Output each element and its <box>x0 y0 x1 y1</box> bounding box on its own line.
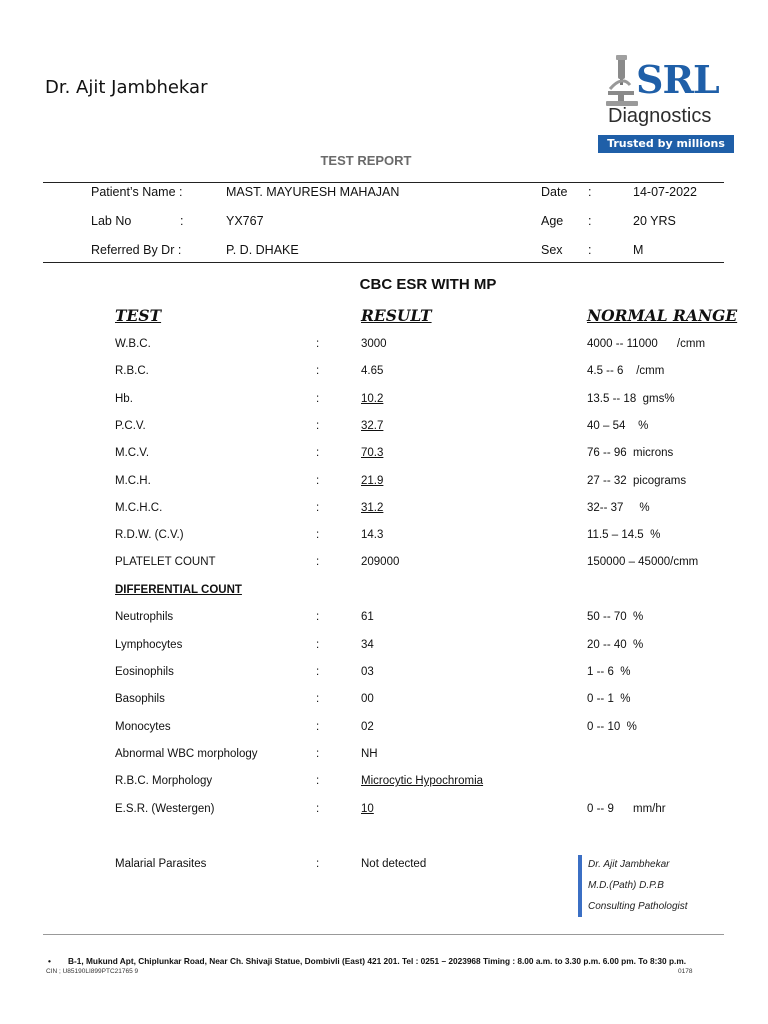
test-name: E.S.R. (Westergen) <box>115 803 215 815</box>
sex-colon: : <box>588 243 592 257</box>
test-result: 32.7 <box>361 420 384 432</box>
normal-range: 32-- 37 % <box>587 502 650 514</box>
normal-range: 4.5 -- 6 /cmm <box>587 365 665 377</box>
table-row <box>0 502 768 522</box>
test-name: W.B.C. <box>115 338 151 350</box>
logo-brand: SRL <box>636 57 719 102</box>
table-row <box>0 475 768 495</box>
table-row <box>0 639 768 659</box>
test-result: 3000 <box>361 338 387 350</box>
test-name: Eosinophils <box>115 666 174 678</box>
table-row <box>0 365 768 385</box>
test-name: R.B.C. Morphology <box>115 775 213 787</box>
column-header-test: TEST <box>115 306 162 325</box>
test-name: PLATELET COUNT <box>115 556 216 568</box>
date-label: Date <box>541 185 568 199</box>
table-row <box>0 420 768 440</box>
test-result: 21.9 <box>361 475 384 487</box>
footer-code: 0178 <box>678 968 693 975</box>
row-colon: : <box>316 666 320 678</box>
test-result: Microcytic Hypochromia <box>361 775 484 787</box>
test-name: Basophils <box>115 693 165 705</box>
row-colon: : <box>316 393 320 405</box>
lab-no-colon: : <box>180 214 184 228</box>
row-colon: : <box>316 803 320 815</box>
srl-logo <box>598 55 736 153</box>
table-row <box>0 338 768 358</box>
test-name: Lymphocytes <box>115 639 183 651</box>
table-row <box>0 803 768 823</box>
row-colon: : <box>316 502 320 514</box>
test-result: 70.3 <box>361 447 384 459</box>
patient-age: 20 YRS <box>633 214 676 228</box>
subsection-heading <box>0 584 768 604</box>
normal-range: 20 -- 40 % <box>587 639 644 651</box>
normal-range: 50 -- 70 % <box>587 611 644 623</box>
patient-name-label: Patient’s Name : <box>91 185 183 199</box>
test-name: R.D.W. (C.V.) <box>115 529 184 541</box>
signature-name: Dr. Ajit Jambhekar <box>588 859 670 870</box>
lab-no: YX767 <box>226 214 264 228</box>
test-name: Neutrophils <box>115 611 174 623</box>
doctor-name: Dr. Ajit Jambhekar <box>45 77 208 98</box>
test-result: Not detected <box>361 858 427 870</box>
signature-block <box>578 855 688 917</box>
table-row <box>0 721 768 741</box>
logo-subtitle: Diagnostics <box>608 105 712 127</box>
row-colon: : <box>316 338 320 350</box>
footer-address <box>48 956 686 966</box>
test-result: 61 <box>361 611 374 623</box>
normal-range: 150000 – 45000/cmm <box>587 556 699 568</box>
table-row <box>0 393 768 413</box>
table-row <box>0 529 768 549</box>
column-header-result: RESULT <box>361 306 432 325</box>
row-colon: : <box>316 639 320 651</box>
column-header-range: NORMAL RANGE <box>587 306 738 325</box>
row-colon: : <box>316 748 320 760</box>
patient-divider <box>43 262 724 263</box>
row-colon: : <box>316 611 320 623</box>
normal-range: 76 -- 96 microns <box>587 447 674 459</box>
test-name: M.C.H. <box>115 475 151 487</box>
test-name: Malarial Parasites <box>115 858 207 870</box>
row-colon: : <box>316 475 320 487</box>
address-text: B-1, Mukund Apt, Chiplunkar Road, Near Ch. Shivaji Statue, Dombivli (East) 421 201. Tel : 0251 – 2023968 Timing : 8.00 a.m. to 3.30 p.m. 6.00 pm. To 8:30 p.m. <box>68 956 686 966</box>
referred-by-label: Referred By Dr : <box>91 243 182 257</box>
row-colon: : <box>316 365 320 377</box>
table-row <box>0 556 768 576</box>
report-title: TEST REPORT <box>320 153 412 168</box>
test-result: 31.2 <box>361 502 384 514</box>
patient-name: MAST. MAYURESH MAHAJAN <box>226 185 400 199</box>
row-colon: : <box>316 420 320 432</box>
normal-range: 1 -- 6 % <box>587 666 631 678</box>
age-colon: : <box>588 214 592 228</box>
test-name: Hb. <box>115 393 133 405</box>
test-result: 14.3 <box>361 529 384 541</box>
table-row <box>0 693 768 713</box>
lab-no-label: Lab No <box>91 214 132 228</box>
test-name: M.C.H.C. <box>115 502 163 514</box>
normal-range: 27 -- 32 picograms <box>587 475 687 487</box>
test-name: P.C.V. <box>115 420 146 432</box>
referred-by: P. D. DHAKE <box>226 243 299 257</box>
report-date: 14-07-2022 <box>633 185 697 199</box>
logo-tagline: Trusted by millions <box>598 135 734 153</box>
test-result: 03 <box>361 666 374 678</box>
test-name: R.B.C. <box>115 365 149 377</box>
row-colon: : <box>316 447 320 459</box>
table-row <box>0 447 768 467</box>
table-row <box>0 666 768 686</box>
row-colon: : <box>316 556 320 568</box>
cin-number: CIN ; U85190LI899PTC21765 9 <box>46 968 139 975</box>
row-colon: : <box>316 529 320 541</box>
test-name: Abnormal WBC morphology <box>115 748 258 760</box>
test-result: 4.65 <box>361 365 384 377</box>
normal-range: 0 -- 9 mm/hr <box>587 803 666 815</box>
row-colon: : <box>316 693 320 705</box>
test-result: 34 <box>361 639 374 651</box>
test-result: 10.2 <box>361 393 384 405</box>
bullet-icon: • <box>48 956 51 966</box>
signature-title: Consulting Pathologist <box>588 901 688 912</box>
signature-qualification: M.D.(Path) D.P.B <box>588 880 664 891</box>
normal-range: 4000 -- 11000 /cmm <box>587 338 706 350</box>
normal-range: 13.5 -- 18 gms% <box>587 393 675 405</box>
table-row <box>0 611 768 631</box>
test-result: 02 <box>361 721 374 733</box>
row-colon: : <box>316 858 320 870</box>
footer-divider <box>43 934 724 935</box>
test-name: Monocytes <box>115 721 171 733</box>
date-colon: : <box>588 185 592 199</box>
test-result: 209000 <box>361 556 400 568</box>
microscope-icon <box>604 55 640 107</box>
test-result: 00 <box>361 693 374 705</box>
normal-range: 11.5 – 14.5 % <box>587 529 661 541</box>
normal-range: 0 -- 1 % <box>587 693 631 705</box>
patient-sex: M <box>633 243 644 257</box>
test-name: M.C.V. <box>115 447 150 459</box>
test-result: 10 <box>361 803 374 815</box>
top-divider <box>43 182 724 183</box>
table-row <box>0 748 768 768</box>
section-title: CBC ESR WITH MP <box>359 276 497 293</box>
differential-count-heading: DIFFERENTIAL COUNT <box>115 584 242 596</box>
age-label: Age <box>541 214 564 228</box>
row-colon: : <box>316 775 320 787</box>
normal-range: 40 – 54 % <box>587 420 649 432</box>
normal-range: 0 -- 10 % <box>587 721 637 733</box>
sex-label: Sex <box>541 243 563 257</box>
table-row <box>0 775 768 795</box>
test-result: NH <box>361 748 378 760</box>
row-colon: : <box>316 721 320 733</box>
